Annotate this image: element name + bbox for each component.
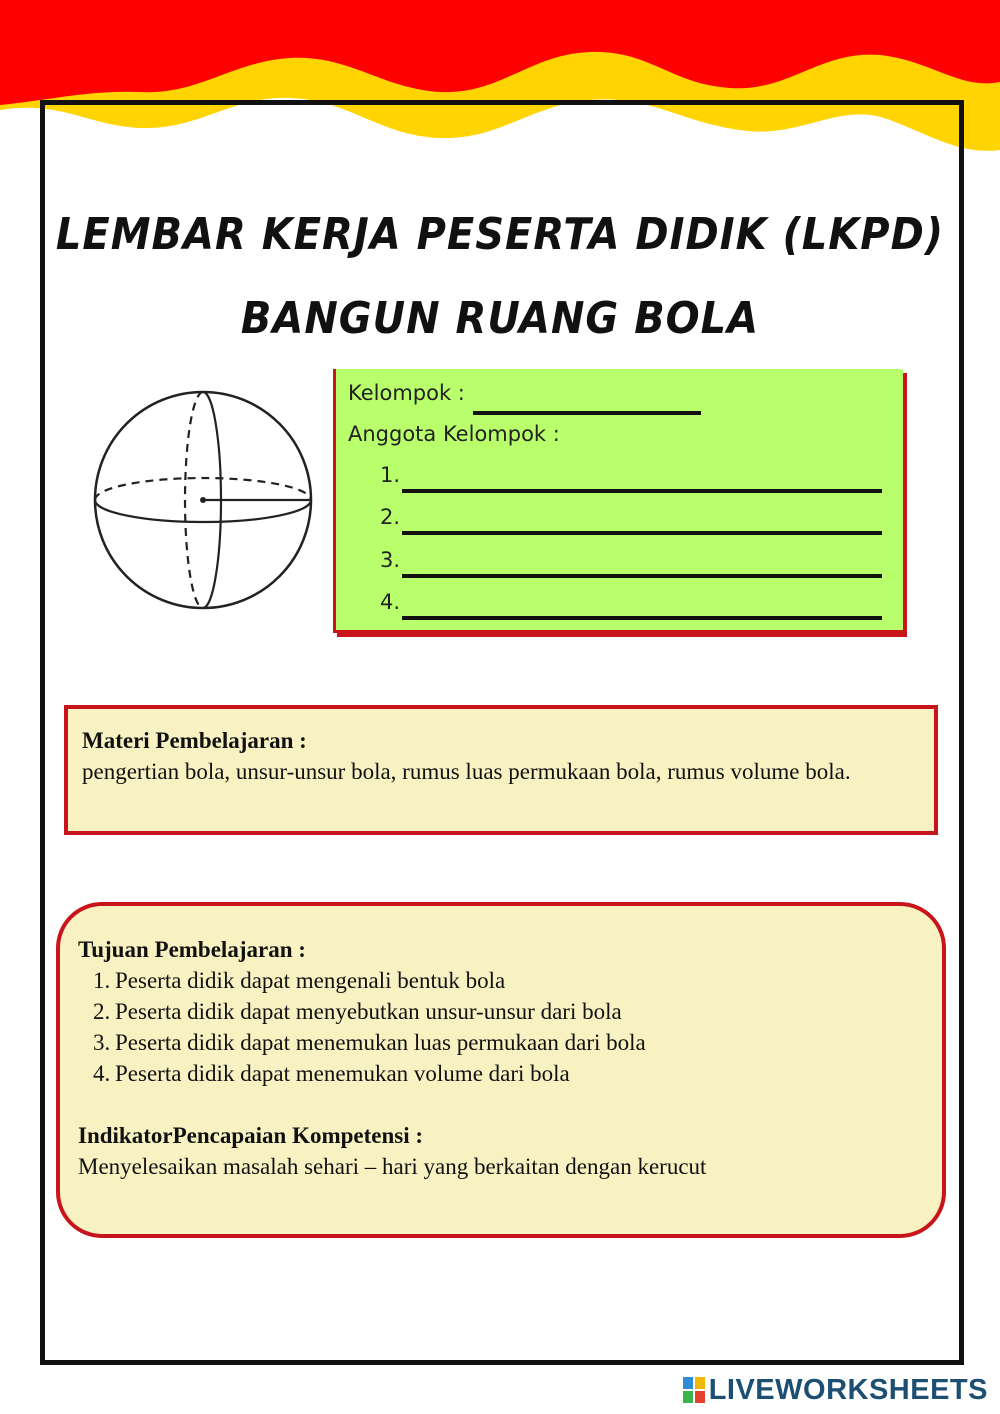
- brand-name: LIVEWORKSHEETS: [708, 1373, 988, 1406]
- member-row: [380, 590, 885, 620]
- list-item: [93, 965, 924, 996]
- tujuan-heading: Tujuan Pembelajaran :: [78, 937, 306, 962]
- list-item-number: 2.: [93, 999, 111, 1024]
- anggota-label: Anggota Kelompok :: [348, 422, 560, 446]
- equator-front: [95, 500, 311, 522]
- brand-footer[interactable]: [683, 1373, 988, 1407]
- member-number: 3.: [380, 548, 401, 572]
- member-number: 4.: [380, 590, 401, 614]
- list-item: [93, 1027, 924, 1058]
- page-title: LEMBAR KERJA PESERTA DIDIK (LKPD): [55, 210, 945, 260]
- kelompok-blank-line[interactable]: [473, 411, 701, 415]
- sphere-illustration: [88, 385, 318, 615]
- member-row: [380, 505, 885, 535]
- equator-back: [95, 478, 311, 500]
- member-number: 1.: [380, 463, 401, 487]
- member-blank-line[interactable]: [402, 616, 882, 620]
- member-number: 2.: [380, 505, 401, 529]
- list-item-text: Peserta didik dapat menemukan volume dari bola: [115, 1061, 570, 1086]
- member-blank-line[interactable]: [402, 574, 882, 578]
- member-row: [380, 548, 885, 578]
- list-item-text: Peserta didik dapat mengenali bentuk bola: [115, 968, 506, 993]
- list-item-number: 1.: [93, 968, 111, 993]
- page-subtitle: BANGUN RUANG BOLA: [240, 294, 760, 344]
- objective-list: [78, 965, 924, 1089]
- list-item-text: Peserta didik dapat menyebutkan unsur-unsur dari bola: [115, 999, 622, 1024]
- kelompok-label: Kelompok :: [348, 381, 465, 405]
- list-item: [93, 1058, 924, 1089]
- list-item-number: 4.: [93, 1061, 111, 1086]
- list-item-number: 3.: [93, 1030, 111, 1055]
- indikator-body: Menyelesaikan masalah sehari – hari yang berkaitan dengan kerucut: [78, 1154, 707, 1179]
- materi-box: [64, 705, 938, 835]
- indikator-heading: IndikatorPencapaian Kompetensi :: [78, 1123, 424, 1148]
- member-blank-line[interactable]: [402, 531, 882, 535]
- liveworksheets-logo-icon: [683, 1377, 705, 1403]
- group-info-card: [333, 369, 903, 633]
- materi-body: pengertian bola, unsur-unsur bola, rumus luas permukaan bola, rumus volume bola.: [82, 759, 851, 784]
- member-row: [380, 463, 885, 493]
- materi-heading: Materi Pembelajaran :: [82, 728, 307, 753]
- list-item: [93, 996, 924, 1027]
- list-item-text: Peserta didik dapat menemukan luas permukaan dari bola: [115, 1030, 646, 1055]
- member-blank-line[interactable]: [402, 489, 882, 493]
- tujuan-box: [56, 902, 946, 1238]
